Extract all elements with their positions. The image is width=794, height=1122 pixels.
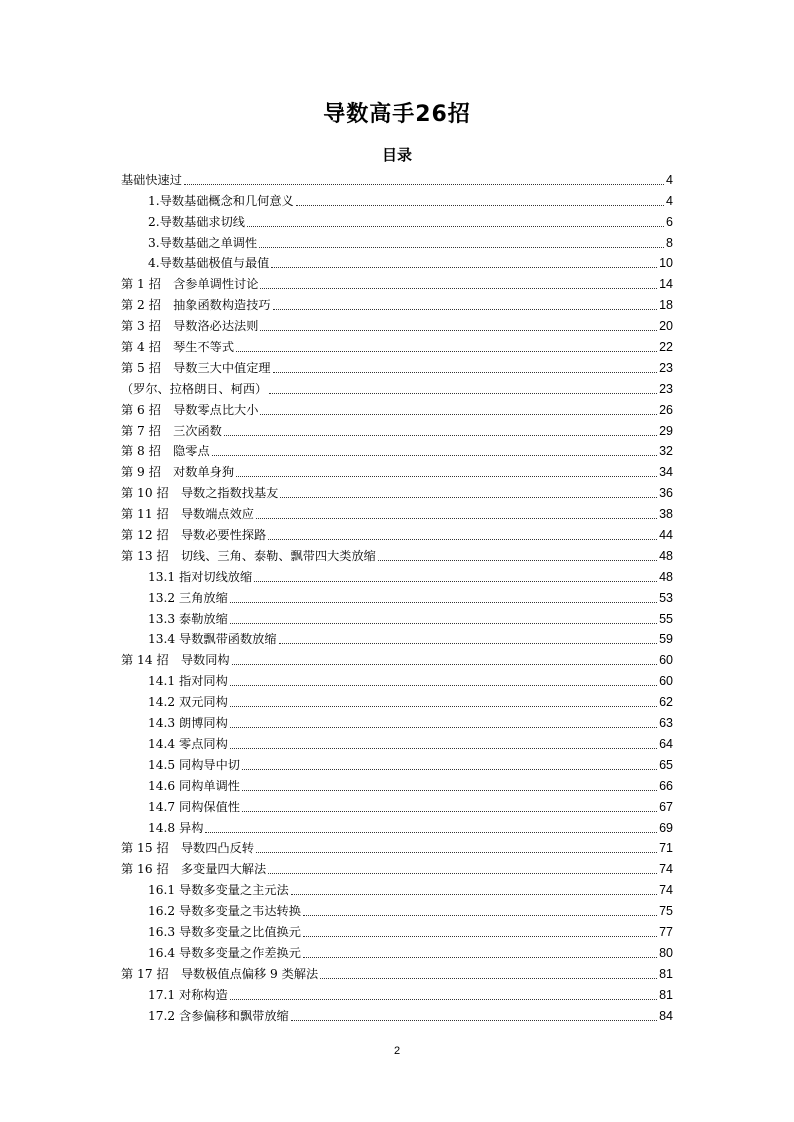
toc-entry[interactable] bbox=[121, 899, 673, 920]
toc-entry[interactable] bbox=[121, 189, 673, 210]
toc-entry-page: 71 bbox=[659, 841, 673, 856]
toc-entry[interactable] bbox=[121, 795, 673, 816]
toc-entry-title: 16.2 导数多变量之韦达转换 bbox=[148, 904, 301, 919]
toc-entry[interactable] bbox=[121, 920, 673, 941]
toc-entry-title: 14.7 同构保值性 bbox=[148, 799, 240, 814]
toc-dot-leader bbox=[224, 435, 657, 436]
toc-dot-leader bbox=[256, 852, 657, 853]
toc-entry-title: 第 2 招 抽象函数构造技巧 bbox=[121, 298, 271, 313]
toc-dot-leader bbox=[212, 455, 657, 456]
toc-dot-leader bbox=[254, 581, 657, 582]
toc-entry[interactable] bbox=[121, 816, 673, 837]
toc-entry-page: 6 bbox=[666, 214, 673, 229]
toc-dot-leader bbox=[232, 664, 658, 665]
toc-entry-title: 13.3 泰勒放缩 bbox=[148, 611, 228, 626]
toc-entry-page: 23 bbox=[659, 381, 673, 396]
toc-entry-title: （罗尔、拉格朗日、柯西） bbox=[121, 381, 268, 396]
toc-entry-page: 48 bbox=[659, 569, 673, 584]
toc-entry[interactable] bbox=[121, 272, 673, 293]
toc-dot-leader bbox=[291, 1020, 657, 1021]
toc-entry-page: 59 bbox=[659, 632, 673, 647]
toc-dot-leader bbox=[378, 560, 657, 561]
toc-entry[interactable] bbox=[121, 607, 673, 628]
toc-dot-leader bbox=[269, 393, 657, 394]
toc-dot-leader bbox=[280, 497, 657, 498]
toc-entry-page: 14 bbox=[659, 277, 673, 292]
toc-entry-page: 20 bbox=[659, 319, 673, 334]
toc-entry[interactable] bbox=[121, 356, 673, 377]
toc-dot-leader bbox=[230, 602, 657, 603]
toc-entry-page: 84 bbox=[659, 1008, 673, 1023]
toc-entry-title: 16.4 导数多变量之作差换元 bbox=[148, 945, 301, 960]
toc-entry-page: 29 bbox=[659, 423, 673, 438]
toc-entry-title: 第 14 招 导数同构 bbox=[121, 653, 230, 668]
toc-entry[interactable] bbox=[121, 398, 673, 419]
toc-entry[interactable] bbox=[121, 774, 673, 795]
toc-dot-leader bbox=[242, 790, 657, 791]
toc-entry[interactable] bbox=[121, 293, 673, 314]
toc-entry-page: 63 bbox=[659, 716, 673, 731]
toc-entry-page: 32 bbox=[659, 444, 673, 459]
toc-dot-leader bbox=[273, 372, 658, 373]
toc-dot-leader bbox=[260, 330, 657, 331]
toc-entry-title: 14.3 朗博同构 bbox=[148, 716, 228, 731]
toc-entry-title: 14.4 零点同构 bbox=[148, 736, 228, 751]
toc-entry-page: 77 bbox=[659, 924, 673, 939]
toc-dot-leader bbox=[296, 205, 664, 206]
toc-entry-page: 75 bbox=[659, 904, 673, 919]
toc-entry-page: 34 bbox=[659, 465, 673, 480]
toc-entry-title: 2.导数基础求切线 bbox=[148, 214, 245, 229]
toc-entry[interactable] bbox=[121, 669, 673, 690]
toc-entry[interactable] bbox=[121, 440, 673, 461]
toc-entry-title: 14.6 同构单调性 bbox=[148, 778, 240, 793]
toc-dot-leader bbox=[259, 247, 664, 248]
toc-entry[interactable] bbox=[121, 377, 673, 398]
toc-entry-page: 74 bbox=[659, 883, 673, 898]
toc-entry[interactable] bbox=[121, 481, 673, 502]
toc-dot-leader bbox=[230, 727, 657, 728]
toc-dot-leader bbox=[247, 226, 664, 227]
toc-dot-leader bbox=[230, 706, 657, 707]
toc-dot-leader bbox=[268, 873, 657, 874]
toc-entry-page: 23 bbox=[659, 360, 673, 375]
toc-dot-leader bbox=[242, 811, 657, 812]
toc-entry-page: 26 bbox=[659, 402, 673, 417]
toc-entry-title: 第 10 招 导数之指数找基友 bbox=[121, 486, 279, 501]
toc-dot-leader bbox=[260, 414, 657, 415]
toc-dot-leader bbox=[205, 832, 657, 833]
toc-entry[interactable] bbox=[121, 460, 673, 481]
toc-entry-title: 17.2 含参偏移和飘带放缩 bbox=[148, 1008, 289, 1023]
toc-entry-title: 第 1 招 含参单调性讨论 bbox=[121, 277, 259, 292]
toc-entry[interactable] bbox=[121, 419, 673, 440]
toc-entry[interactable] bbox=[121, 983, 673, 1004]
toc-entry-page: 80 bbox=[659, 945, 673, 960]
toc-dot-leader bbox=[303, 936, 657, 937]
toc-entry-page: 81 bbox=[659, 987, 673, 1002]
toc-entry-title: 13.2 三角放缩 bbox=[148, 590, 228, 605]
toc-entry[interactable] bbox=[121, 168, 673, 189]
toc-entry-title: 第 6 招 导数零点比大小 bbox=[121, 402, 259, 417]
toc-entry-title: 第 16 招 多变量四大解法 bbox=[121, 862, 267, 877]
toc-entry-page: 62 bbox=[659, 695, 673, 710]
toc-dot-leader bbox=[242, 769, 657, 770]
toc-entry[interactable] bbox=[121, 335, 673, 356]
toc-entry[interactable] bbox=[121, 648, 673, 669]
toc-entry-title: 13.1 指对切线放缩 bbox=[148, 569, 253, 584]
toc-entry-title: 3.导数基础之单调性 bbox=[148, 235, 258, 250]
toc-dot-leader bbox=[230, 999, 657, 1000]
table-of-contents bbox=[121, 168, 673, 1025]
toc-entry[interactable] bbox=[121, 962, 673, 983]
toc-dot-leader bbox=[236, 476, 657, 477]
toc-entry-title: 第 5 招 导数三大中值定理 bbox=[121, 360, 271, 375]
toc-entry-title: 基础快速过 bbox=[121, 172, 182, 187]
toc-entry-title: 第 8 招 隐零点 bbox=[121, 444, 210, 459]
toc-entry[interactable] bbox=[121, 857, 673, 878]
toc-entry-title: 1.导数基础概念和几何意义 bbox=[148, 193, 294, 208]
toc-entry-title: 第 7 招 三次函数 bbox=[121, 423, 222, 438]
toc-entry-page: 81 bbox=[659, 966, 673, 981]
page-number: 2 bbox=[393, 1045, 401, 1057]
toc-entry[interactable] bbox=[121, 314, 673, 335]
toc-entry-title: 14.8 异构 bbox=[148, 820, 204, 835]
toc-entry[interactable] bbox=[121, 565, 673, 586]
toc-entry-title: 第 9 招 对数单身狗 bbox=[121, 465, 235, 480]
toc-dot-leader bbox=[303, 957, 657, 958]
toc-dot-leader bbox=[230, 748, 657, 749]
toc-entry-title: 16.1 导数多变量之主元法 bbox=[148, 883, 289, 898]
toc-entry-title: 第 11 招 导数端点效应 bbox=[121, 507, 254, 522]
toc-entry-page: 65 bbox=[659, 757, 673, 772]
toc-entry-page: 74 bbox=[659, 862, 673, 877]
toc-entry-title: 13.4 导数飘带函数放缩 bbox=[148, 632, 277, 647]
toc-entry-page: 66 bbox=[659, 778, 673, 793]
toc-entry[interactable] bbox=[121, 690, 673, 711]
toc-entry-page: 53 bbox=[659, 590, 673, 605]
toc-entry[interactable] bbox=[121, 732, 673, 753]
toc-entry[interactable] bbox=[121, 502, 673, 523]
toc-dot-leader bbox=[230, 685, 657, 686]
toc-dot-leader bbox=[184, 184, 664, 185]
toc-entry-page: 64 bbox=[659, 736, 673, 751]
toc-entry[interactable] bbox=[121, 210, 673, 231]
toc-entry-title: 14.1 指对同构 bbox=[148, 674, 228, 689]
toc-heading: 目录 bbox=[381, 146, 412, 164]
toc-entry[interactable] bbox=[121, 586, 673, 607]
toc-dot-leader bbox=[236, 351, 657, 352]
toc-entry-page: 8 bbox=[666, 235, 673, 250]
toc-entry-title: 第 4 招 琴生不等式 bbox=[121, 340, 235, 355]
toc-entry-page: 44 bbox=[659, 528, 673, 543]
toc-entry-title: 第 13 招 切线、三角、泰勒、飘带四大类放缩 bbox=[121, 548, 376, 563]
toc-dot-leader bbox=[260, 288, 657, 289]
toc-dot-leader bbox=[268, 539, 657, 540]
toc-entry-page: 67 bbox=[659, 799, 673, 814]
toc-entry-page: 55 bbox=[659, 611, 673, 626]
toc-entry-title: 4.导数基础极值与最值 bbox=[148, 256, 270, 271]
toc-entry[interactable] bbox=[121, 231, 673, 252]
toc-entry-page: 4 bbox=[666, 193, 673, 208]
toc-dot-leader bbox=[256, 518, 657, 519]
toc-dot-leader bbox=[273, 309, 658, 310]
toc-dot-leader bbox=[320, 978, 657, 979]
toc-entry-title: 第 12 招 导数必要性探路 bbox=[121, 528, 267, 543]
toc-entry-title: 16.3 导数多变量之比值换元 bbox=[148, 924, 301, 939]
document-title: 导数高手26招 bbox=[323, 102, 471, 127]
toc-entry-title: 14.5 同构导中切 bbox=[148, 757, 240, 772]
toc-dot-leader bbox=[303, 915, 657, 916]
toc-entry-page: 36 bbox=[659, 486, 673, 501]
toc-dot-leader bbox=[230, 623, 657, 624]
toc-entry-page: 22 bbox=[659, 340, 673, 355]
toc-entry-page: 48 bbox=[659, 548, 673, 563]
toc-entry-page: 18 bbox=[659, 298, 673, 313]
toc-dot-leader bbox=[271, 267, 657, 268]
toc-entry[interactable] bbox=[121, 878, 673, 899]
toc-entry-page: 69 bbox=[659, 820, 673, 835]
toc-entry[interactable] bbox=[121, 628, 673, 649]
toc-entry-title: 14.2 双元同构 bbox=[148, 695, 228, 710]
toc-entry[interactable] bbox=[121, 544, 673, 565]
toc-entry-title: 第 17 招 导数极值点偏移 9 类解法 bbox=[121, 966, 319, 981]
toc-entry[interactable] bbox=[121, 941, 673, 962]
toc-entry[interactable] bbox=[121, 252, 673, 273]
toc-entry[interactable] bbox=[121, 1004, 673, 1025]
toc-entry-page: 60 bbox=[659, 674, 673, 689]
toc-entry[interactable] bbox=[121, 523, 673, 544]
toc-entry[interactable] bbox=[121, 837, 673, 858]
toc-entry[interactable] bbox=[121, 753, 673, 774]
toc-entry-page: 10 bbox=[659, 256, 673, 271]
toc-entry-title: 第 3 招 导数洛必达法则 bbox=[121, 319, 259, 334]
toc-entry-page: 4 bbox=[666, 172, 673, 187]
toc-dot-leader bbox=[291, 894, 657, 895]
toc-dot-leader bbox=[279, 643, 658, 644]
toc-entry-title: 17.1 对称构造 bbox=[148, 987, 228, 1002]
toc-entry-page: 38 bbox=[659, 507, 673, 522]
toc-entry-title: 第 15 招 导数四凸反转 bbox=[121, 841, 254, 856]
toc-entry-page: 60 bbox=[659, 653, 673, 668]
toc-entry[interactable] bbox=[121, 711, 673, 732]
